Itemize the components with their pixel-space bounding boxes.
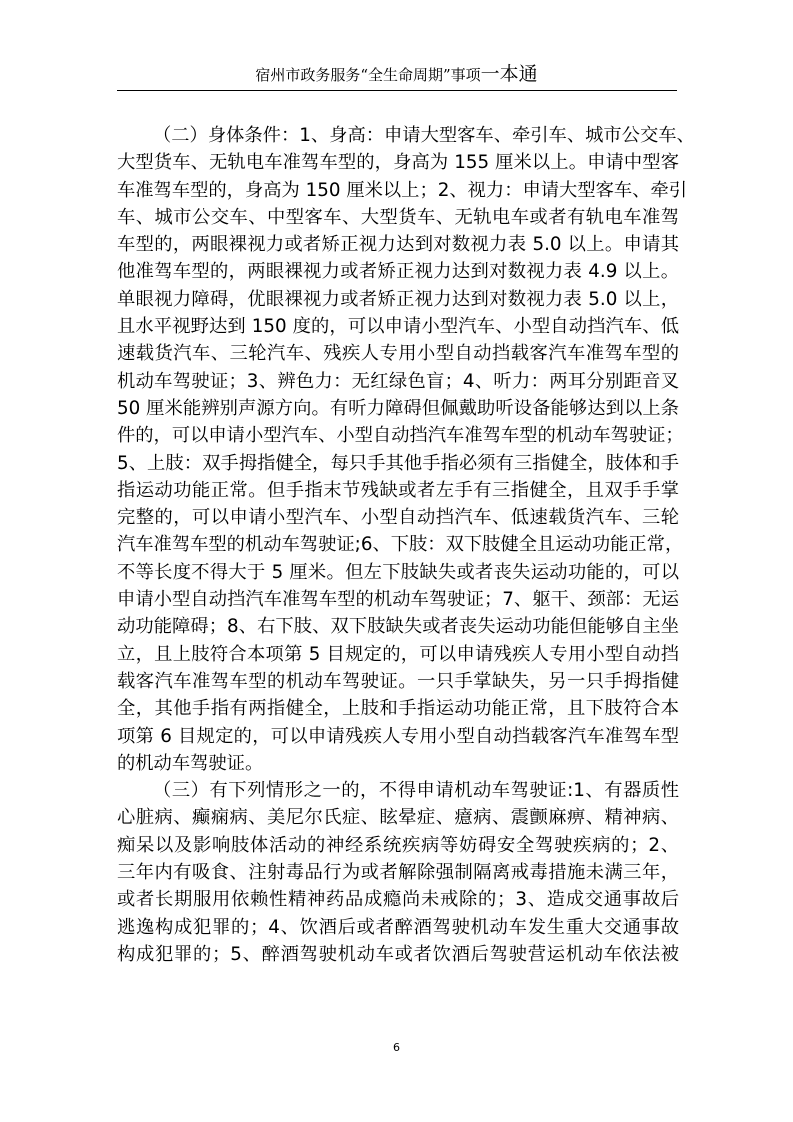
header-title-prefix: 宿州市政务服务“全生命周期”事项 (255, 66, 481, 84)
text-line: 速载货汽车、三轮汽车、残疾人专用小型自动挡载客汽车准驾车型的 (117, 343, 679, 365)
text-line: 且水平视野达到 150 度的，可以申请小型汽车、小型自动挡汽车、低 (117, 316, 679, 338)
text-line: （二）身体条件：1、身高：申请大型客车、牵引车、城市公交车、 (153, 125, 695, 146)
text-line: 指运动功能正常。但手指末节残缺或者左手有三指健全，且双手手掌 (117, 479, 679, 501)
text-line: 大型货车、无轨电车准驾车型的，身高为 155 厘米以上。申请中型客 (117, 152, 679, 174)
paragraph-body-conditions (117, 122, 695, 777)
paragraph-disqualifications (117, 777, 679, 968)
running-header (0, 64, 793, 85)
text-line: 立，且上肢符合本项第 5 目规定的，可以申请残疾人专用小型自动挡 (117, 643, 679, 665)
text-line: 单眼视力障碍，优眼裸视力或者矫正视力达到对数视力表 5.0 以上， (117, 288, 679, 310)
text-line: 5、上肢：双手拇指健全，每只手其他手指必须有三指健全，肢体和手 (117, 452, 679, 474)
text-line: 他准驾车型的，两眼裸视力或者矫正视力达到对数视力表 4.9 以上。 (117, 261, 679, 283)
text-line: 50 厘米能辨别声源方向。有听力障碍但佩戴助听设备能够达到以上条 (117, 397, 679, 419)
page-number: 6 (393, 1041, 400, 1054)
text-line: 构成犯罪的；5、醉酒驾驶机动车或者饮酒后驾驶营运机动车依法被 (117, 943, 679, 965)
text-line: 三年内有吸食、注射毒品行为或者解除强制隔离戒毒措施未满三年， (117, 862, 679, 884)
text-line: 载客汽车准驾车型的机动车驾驶证。一只手掌缺失，另一只手拇指健 (117, 670, 679, 692)
text-line: 机动车驾驶证；3、辨色力：无红绿色盲；4、听力：两耳分别距音叉 (117, 370, 679, 392)
text-line: 车准驾车型的，身高为 150 厘米以上；2、视力：申请大型客车、牵引 (117, 179, 688, 201)
text-line: 车型的，两眼裸视力或者矫正视力达到对数视力表 5.0 以上。申请其 (117, 234, 679, 256)
text-line: （三）有下列情形之一的，不得申请机动车驾驶证:1、有器质性 (153, 780, 679, 802)
text-line: 逃逸构成犯罪的；4、饮酒后或者醉酒驾驶机动车发生重大交通事故 (117, 916, 679, 938)
text-line: 动功能障碍；8、右下肢、双下肢缺失或者丧失运动功能但能够自主坐 (117, 616, 679, 638)
text-line: 的机动车驾驶证。 (117, 752, 264, 774)
header-rule (117, 90, 677, 91)
text-line: 不等长度不得大于 5 厘米。但左下肢缺失或者丧失运动功能的，可以 (117, 561, 679, 583)
header-title-suffix: 一本通 (480, 63, 538, 85)
text-line: 汽车准驾车型的机动车驾驶证;6、下肢：双下肢健全且运动功能正常， (117, 534, 684, 556)
text-line: 全，其他手指有两指健全，上肢和手指运动功能正常，且下肢符合本 (117, 698, 679, 720)
text-line: 项第 6 目规定的，可以申请残疾人专用小型自动挡载客汽车准驾车型 (117, 725, 679, 747)
document-body (117, 122, 695, 968)
text-line: 痴呆以及影响肢体活动的神经系统疾病等妨碍安全驾驶疾病的；2、 (117, 834, 679, 856)
text-line: 或者长期服用依赖性精神药品成瘾尚未戒除的；3、造成交通事故后 (117, 889, 679, 911)
text-line: 心脏病、癫痫病、美尼尔氏症、眩晕症、癔病、震颤麻痹、精神病、 (117, 807, 679, 829)
text-line: 完整的，可以申请小型汽车、小型自动挡汽车、低速载货汽车、三轮 (117, 507, 679, 529)
text-line: 件的，可以申请小型汽车、小型自动挡汽车准驾车型的机动车驾驶证； (117, 425, 684, 447)
text-line: 车、城市公交车、中型客车、大型货车、无轨电车或者有轨电车准驾 (117, 206, 679, 228)
text-line: 申请小型自动挡汽车准驾车型的机动车驾驶证；7、躯干、颈部：无运 (117, 589, 679, 611)
